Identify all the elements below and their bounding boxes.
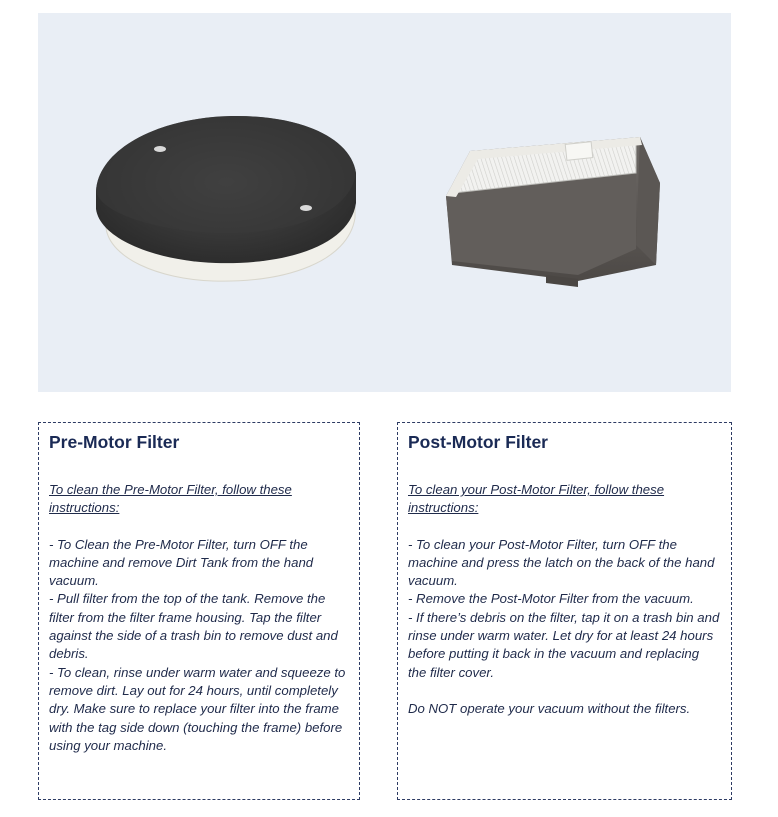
pre-motor-filter-card — [38, 422, 360, 800]
post-motor-filter-card — [397, 422, 732, 800]
post-motor-filter-steps — [408, 536, 721, 719]
post-motor-warning: Do NOT operate your vacuum without the filters. — [408, 701, 691, 717]
pre-motor-filter-intro: To clean the Pre-Motor Filter, follow these instructions: — [49, 482, 292, 516]
pre-motor-filter-steps — [49, 536, 349, 756]
post-motor-step-2: - Remove the Post-Motor Filter from the vacuum. — [408, 591, 694, 607]
post-motor-filter-title: Post-Motor Filter — [408, 432, 548, 452]
pre-motor-step-3: - To clean, rinse under warm water and squeeze to remove dirt. Lay out for 24 hours, until completely dry. Make sure to replace your filter into the frame with the tag side down (touching the frame) before using your machine. — [49, 664, 346, 753]
hepa-filter-icon — [446, 137, 660, 287]
post-motor-step-1: - To clean your Post-Motor Filter, turn OFF the machine and press the latch on the back of the hand vacuum. — [408, 536, 715, 589]
post-motor-step-3: - If there’s debris on the filter, tap it on a trash bin and rinse under warm water. Let dry for at least 24 hours before putting it back in the vacuum and replacing the filter cover. — [408, 609, 720, 680]
filters-illustration — [38, 13, 731, 392]
pre-motor-step-1: - To Clean the Pre-Motor Filter, turn OFF the machine and remove Dirt Tank from the hand vacuum. — [49, 536, 314, 589]
pre-motor-step-2: - Pull filter from the top of the tank. Remove the filter from the filter frame housing. Tap the filter against the side of a trash bin to remove dust and debris. — [49, 591, 338, 662]
foam-filter-icon — [96, 116, 356, 281]
product-photo-panel — [38, 13, 731, 392]
post-motor-filter-intro: To clean your Post-Motor Filter, follow these instructions: — [408, 482, 665, 516]
pre-motor-filter-title: Pre-Motor Filter — [49, 432, 180, 452]
